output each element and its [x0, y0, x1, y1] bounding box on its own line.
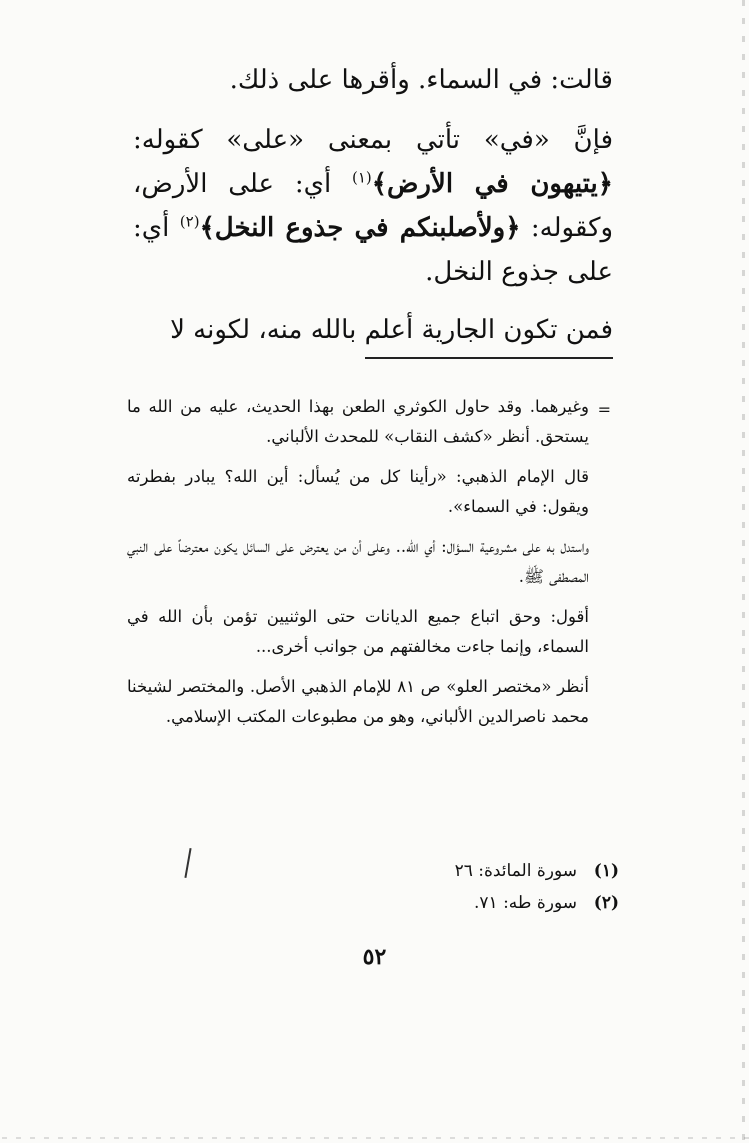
footnote-paragraph-2: قال الإمام الذهبي: «رأينا كل من يُسأل: أين الله؟ يبادر بفطرته ويقول: في السماء».	[127, 467, 589, 516]
scan-bottom-artifact	[0, 1137, 749, 1139]
main-text	[133, 58, 613, 352]
quran-verse-2: ﴿ولأصلبنكم في جذوع النخل﴾	[199, 213, 521, 243]
reference-row	[129, 855, 619, 887]
footnote-ref-1: (١)	[351, 168, 372, 187]
verse-references	[129, 855, 619, 919]
main-paragraph-2	[133, 118, 613, 294]
footnote-continued-mark: =	[597, 400, 611, 419]
reference-text: سورة طه: ٧١.	[474, 893, 577, 913]
reference-number: (٢)	[593, 893, 619, 913]
main-line-1: قالت: في السماء. وأقرها على ذلك.	[229, 65, 613, 95]
footnote-ref-2: (٢)	[179, 212, 200, 231]
footnote-paragraph-1: وغيرهما. وقد حاول الكوثري الطعن بهذا الحديث، عليه من الله ما يستحق. أنظر «كشف النقاب» للمحدث الألباني.	[127, 397, 589, 446]
scan-edge-artifact	[742, 0, 745, 1143]
footnote-paragraph-4: أقول: وحق اتباع جميع الديانات حتى الوثنيين تؤمن بأن الله في السماء، وإنما جاءت مخالفتهم من جوانب أخرى...	[127, 607, 589, 656]
reference-number: (١)	[593, 861, 619, 881]
page-number: ٥٢	[362, 944, 387, 970]
footnotes	[127, 392, 589, 742]
main-paragraph-3: فمن تكون الجارية أعلم بالله منه، لكونه لا	[170, 315, 613, 345]
footnote-paragraph-3: واستدل به على مشروعية السؤال: أي الله.. وعلى أن من يعترض على السائل يكون معترضاً على النبي المصطفى ﷺ.	[127, 537, 589, 586]
main-p2-text-1: فإنَّ «في» تأتي بمعنى «على» كقوله:	[133, 125, 613, 155]
footnote-divider	[365, 357, 613, 359]
reference-row	[129, 887, 619, 919]
main-p2-text-2: أي: على الأرض، وكقوله:	[133, 169, 614, 243]
main-p2-text-3: أي: على جذوع النخل.	[133, 213, 613, 287]
reference-text: سورة المائدة: ٢٦	[454, 861, 577, 881]
footnote-paragraph-5: أنظر «مختصر العلو» ص ٨١ للإمام الذهبي الأصل. والمختصر لشيخنا محمد ناصرالدين الألباني، وهو من مطبوعات المكتب الإسلامي.	[127, 677, 589, 726]
quran-verse-1: ﴿يتيهون في الأرض﴾	[371, 169, 613, 199]
